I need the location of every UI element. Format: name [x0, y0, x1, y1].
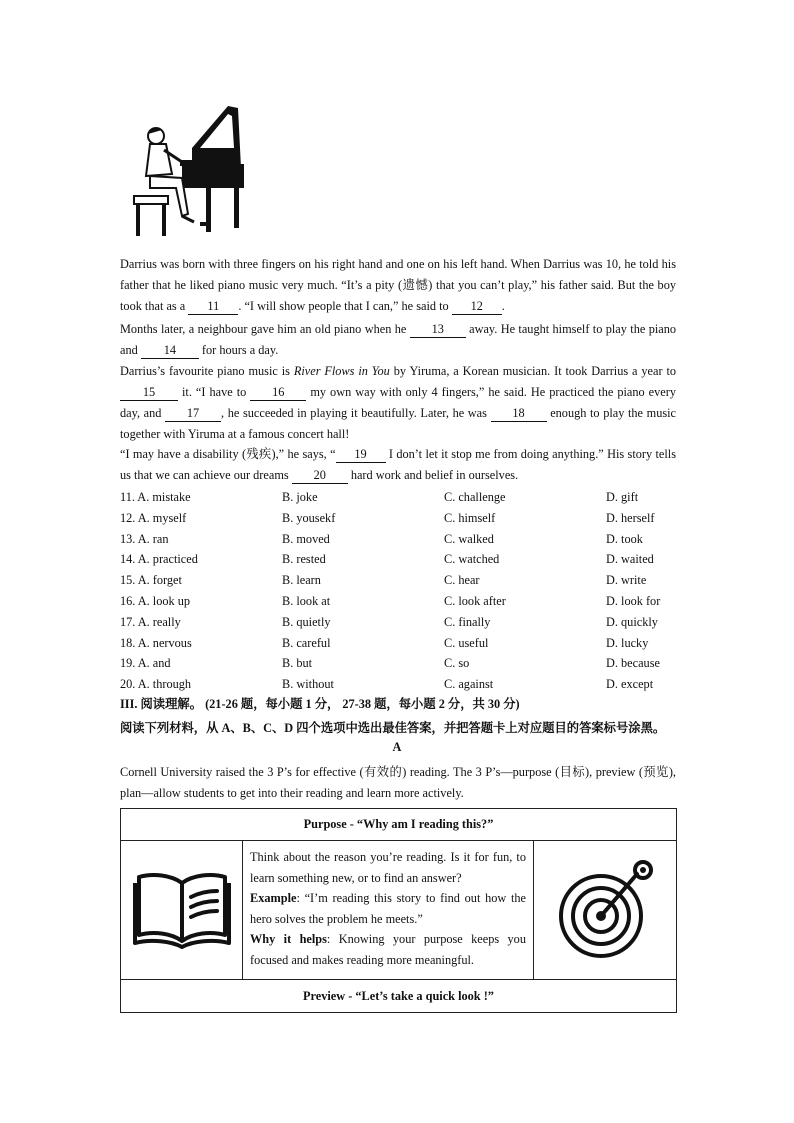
answer-options [120, 487, 680, 695]
option-row [120, 487, 680, 508]
option-choice: C. finally [444, 614, 491, 629]
option-row [120, 549, 680, 570]
option-choice: 18. A. nervous [120, 635, 192, 650]
option-row [120, 570, 680, 591]
option-choice: B. yousekf [282, 510, 336, 525]
blank-19: 19 [336, 447, 386, 463]
section-instruction: 阅读下列材料，从 A、B、C、D 四个选项中选出最佳答案，并把答题卡上对应题目的答案标号涂黑。 [120, 721, 666, 735]
option-choice: B. without [282, 677, 334, 692]
open-book-icon [133, 869, 231, 951]
option-choice: 13. A. ran [120, 531, 169, 546]
purpose-header: Purpose - “Why am I reading this?” [121, 809, 677, 841]
book-icon-cell [121, 841, 243, 980]
option-choice: B. look at [282, 593, 331, 608]
target-icon [555, 858, 655, 962]
why-label: Why it helps [250, 932, 327, 946]
target-icon-cell [534, 841, 677, 980]
blank-15: 15 [120, 385, 178, 401]
option-row [120, 591, 680, 612]
option-choice: B. careful [282, 635, 331, 650]
blank-17: 17 [165, 406, 221, 422]
option-row [120, 653, 680, 674]
option-choice: D. except [606, 677, 654, 692]
option-choice: C. useful [444, 635, 489, 650]
three-ps-table [120, 808, 677, 1013]
option-choice: B. moved [282, 531, 330, 546]
example-label: Example [250, 891, 297, 905]
option-choice: 12. A. myself [120, 510, 187, 525]
why-text: : Knowing your purpose keeps you focused and makes reading more meaningful. [250, 932, 526, 967]
option-choice: D. herself [606, 510, 655, 525]
option-choice: 11. A. mistake [120, 490, 191, 504]
option-choice: B. rested [282, 552, 326, 567]
option-choice: 17. A. really [120, 614, 181, 629]
option-choice: B. quietly [282, 614, 331, 629]
passage-letter: A [392, 740, 402, 754]
option-row [120, 612, 680, 633]
passage-paragraph-1: Darrius was born with three fingers on his right hand and one on his left hand. When Darrius was 10, he told his father that he liked piano music very much. “It’s a pity (遗憾) that you can’t play,” his father said. But the boy took that as a 11 . “I will show people that I can,” he said to 12 . [120, 257, 676, 313]
option-choice: 15. A. forget [120, 573, 182, 588]
option-choice: C. against [444, 677, 494, 692]
option-choice: 16. A. look up [120, 593, 191, 608]
option-choice: 19. A. and [120, 656, 171, 671]
song-title: River Flows in You [293, 364, 390, 378]
option-choice: C. challenge [444, 490, 506, 504]
passage-paragraph-3: Darrius’s favourite piano music is River Flows in You by Yiruma, a Korean musician. It took Darrius a year to 15 it. “I have to 16 my own way with only 4 fingers,” he said. He practiced the piano every day, and 17 , he succeeded in playing it beautifully. Later, he was 18 enough to play the music together with Yiruma at a famous concert hall! [120, 364, 677, 441]
passage-a-intro: Cornell University raised the 3 P’s for effective (有效的) reading. The 3 P’s—purpose (目标), preview (预览), plan—allow students to get into their reading and learn more actively. [120, 765, 676, 800]
option-choice: D. gift [606, 490, 639, 504]
section-heading: III. 阅读理解。 (21-26 题，每小题 1 分， 27-38 题，每小题 2 分，共 30 分) [120, 697, 520, 711]
option-choice: C. look after [444, 593, 506, 608]
option-choice: 14. A. practiced [120, 552, 198, 567]
purpose-text: Think about the reason you’re reading. Is it for fun, to learn something new, or to find an answer? [250, 850, 526, 885]
example-text: : “I’m reading this story to find out how the hero solves the problem he meets.” [250, 891, 526, 926]
blank-14: 14 [141, 343, 199, 359]
option-row [120, 508, 680, 529]
blank-11: 11 [188, 299, 238, 315]
blank-16: 16 [250, 385, 306, 401]
passage-paragraph-4: “I may have a disability (残疾),” he says, “ 19 I don’t let it stop me from doing anything.” His story tells us that we can achieve our dreams 20 hard work and belief in ourselves. [120, 447, 676, 482]
piano-player-illustration [130, 104, 250, 240]
preview-header: Preview - “Let’s take a quick look !” [121, 980, 677, 1013]
option-choice: B. joke [282, 490, 318, 504]
option-choice: D. waited [606, 552, 654, 567]
option-choice: D. look for [606, 593, 661, 608]
option-choice: D. write [606, 573, 647, 588]
purpose-text-cell [243, 841, 534, 980]
blank-20: 20 [292, 468, 348, 484]
option-choice: 20. A. through [120, 677, 192, 692]
option-row [120, 529, 680, 550]
option-row [120, 674, 680, 695]
option-choice: D. took [606, 531, 643, 546]
option-row [120, 633, 680, 654]
blank-18: 18 [491, 406, 547, 422]
option-choice: D. because [606, 656, 660, 671]
option-choice: B. learn [282, 573, 321, 588]
option-choice: B. but [282, 656, 313, 671]
option-choice: C. himself [444, 510, 496, 525]
passage-paragraph-2: Months later, a neighbour gave him an old piano when he 13 away. He taught himself to play the piano and 14 for hours a day. [120, 322, 677, 357]
option-choice: D. quickly [606, 614, 658, 629]
option-choice: C. watched [444, 552, 500, 567]
option-choice: C. so [444, 656, 470, 671]
option-choice: C. hear [444, 573, 480, 588]
option-choice: D. lucky [606, 635, 649, 650]
option-choice: C. walked [444, 531, 494, 546]
blank-12: 12 [452, 299, 502, 315]
blank-13: 13 [410, 322, 466, 338]
